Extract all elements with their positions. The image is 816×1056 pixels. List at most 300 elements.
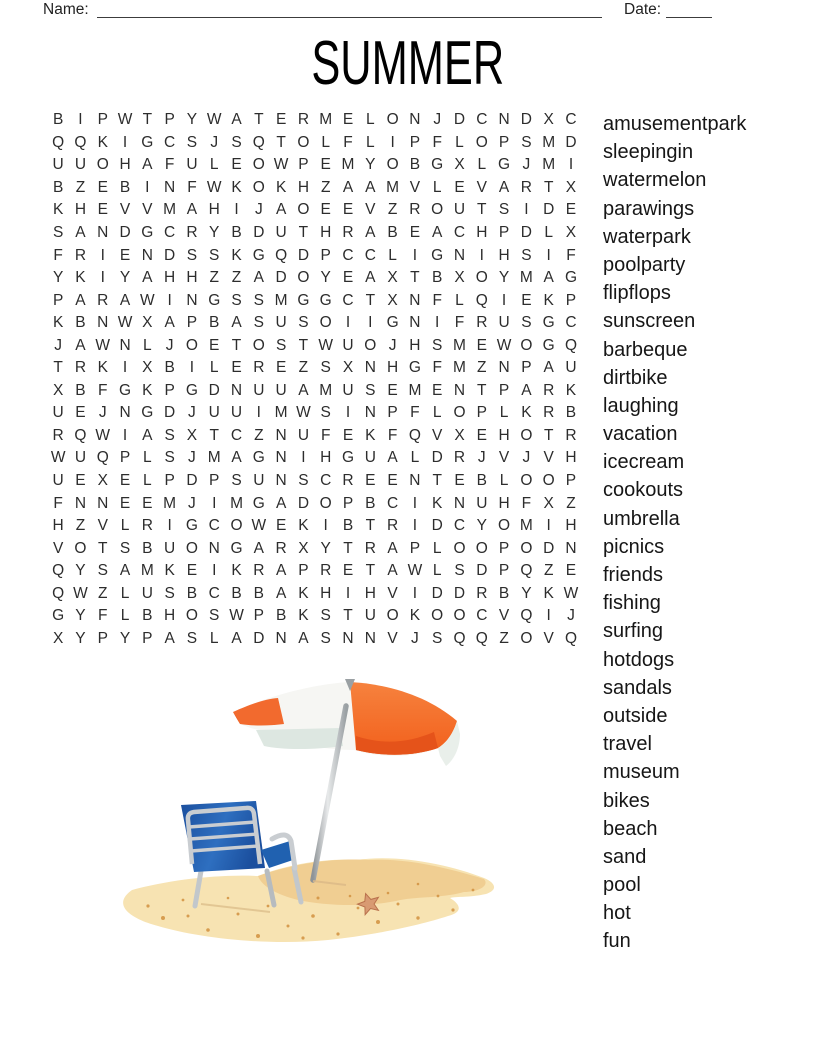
grid-letter: I: [256, 404, 261, 422]
grid-letter: P: [142, 629, 153, 647]
grid-letter: D: [431, 584, 443, 602]
grid-letter: W: [318, 336, 334, 354]
grid-letter: H: [164, 607, 176, 625]
grid-letter: P: [253, 607, 264, 625]
grid-letter: D: [520, 111, 532, 129]
grid-letter: P: [119, 449, 131, 467]
grid-letter: E: [209, 336, 220, 354]
grid-letter: Q: [564, 336, 577, 354]
grid-letter: R: [320, 562, 332, 580]
grid-letter: H: [476, 224, 488, 241]
grid-letter: P: [498, 539, 510, 557]
name-underline: [97, 2, 602, 18]
grid-letter: C: [453, 517, 466, 535]
grid-letter: T: [254, 111, 264, 129]
grid-letter: Y: [320, 269, 331, 287]
grid-letter: N: [409, 291, 421, 309]
grid-letter: X: [543, 494, 554, 512]
grid-letter: S: [298, 472, 309, 490]
grid-letter: C: [476, 111, 488, 129]
grid-letter: O: [252, 178, 265, 196]
grid-letter: A: [275, 201, 287, 219]
grid-letter: S: [521, 133, 532, 151]
word-list-item: fishing: [603, 592, 661, 615]
grid-letter: X: [298, 539, 309, 557]
grid-letter: R: [453, 449, 466, 467]
grid-letter: S: [164, 584, 175, 602]
grid-letter: D: [520, 224, 532, 241]
grid-letter: L: [120, 517, 130, 535]
word-list-item: sleepingin: [603, 141, 694, 164]
grid-letter: E: [454, 472, 465, 490]
grid-letter: K: [75, 269, 86, 287]
grid-letter: W: [496, 336, 512, 354]
grid-letter: V: [498, 607, 510, 625]
grid-letter: O: [520, 426, 533, 444]
grid-letter: G: [564, 269, 577, 287]
word-list-item: watermelon: [603, 169, 707, 192]
word-list-item: sandals: [603, 676, 672, 699]
grid-letter: C: [230, 426, 243, 444]
grid-letter: K: [275, 178, 287, 196]
grid-letter: G: [297, 291, 310, 309]
grid-letter: A: [142, 156, 153, 174]
grid-letter: Q: [74, 426, 87, 444]
grid-letter: G: [542, 314, 555, 332]
grid-letter: R: [253, 359, 265, 377]
grid-letter: X: [565, 178, 577, 196]
grid-letter: K: [97, 133, 108, 151]
grid-letter: F: [53, 246, 63, 264]
grid-letter: U: [186, 156, 198, 174]
grid-letter: M: [163, 201, 177, 219]
grid-letter: M: [408, 381, 422, 399]
grid-letter: Q: [252, 133, 265, 151]
grid-letter: K: [142, 381, 153, 399]
grid-letter: M: [542, 133, 556, 151]
grid-letter: Y: [119, 269, 131, 287]
grid-letter: I: [345, 584, 351, 602]
grid-letter: N: [230, 381, 243, 399]
grid-letter: S: [253, 291, 264, 309]
word-list-item: hotdogs: [603, 648, 675, 671]
grid-letter: W: [73, 584, 88, 602]
grid-letter: I: [412, 494, 418, 512]
grid-letter: L: [120, 607, 130, 625]
grid-letter: G: [230, 539, 243, 557]
grid-letter: V: [119, 201, 131, 219]
grid-letter: A: [387, 449, 398, 467]
grid-letter: T: [477, 201, 487, 219]
grid-letter: H: [74, 201, 87, 219]
grid-letter: I: [145, 178, 150, 196]
grid-letter: N: [74, 494, 87, 512]
grid-letter: O: [453, 607, 466, 625]
grid-letter: V: [387, 584, 398, 602]
grid-letter: Y: [186, 111, 198, 129]
grid-letter: M: [140, 562, 154, 580]
grid-letter: I: [167, 291, 172, 309]
grid-letter: I: [435, 314, 440, 332]
grid-letter: W: [206, 111, 222, 129]
grid-letter: E: [231, 359, 242, 377]
grid-letter: N: [498, 359, 510, 377]
grid-letter: C: [476, 607, 488, 625]
grid-letter: A: [365, 224, 376, 241]
grid-letter: N: [453, 381, 466, 399]
grid-letter: R: [364, 539, 376, 557]
grid-letter: R: [543, 404, 555, 422]
grid-letter: R: [141, 517, 153, 535]
grid-letter: O: [520, 472, 533, 490]
grid-letter: U: [498, 314, 510, 332]
grid-letter: X: [454, 426, 465, 444]
grid-letter: Z: [499, 629, 509, 647]
grid-letter: F: [343, 133, 353, 151]
grid-letter: Q: [96, 449, 109, 467]
grid-letter: S: [164, 449, 175, 467]
grid-letter: E: [75, 472, 86, 490]
grid-letter: N: [565, 539, 577, 557]
grid-letter: P: [164, 472, 175, 490]
grid-letter: I: [546, 246, 551, 264]
puzzle-grid: [47, 109, 582, 650]
grid-letter: O: [475, 133, 488, 151]
word-list-item: friends: [603, 564, 664, 586]
grid-letter: C: [342, 291, 354, 309]
grid-letter: W: [50, 449, 66, 467]
grid-letter: G: [185, 517, 198, 535]
grid-letter: Y: [476, 517, 487, 535]
grid-letter: D: [453, 584, 466, 602]
grid-letter: B: [365, 494, 376, 512]
grid-letter: K: [164, 562, 175, 580]
grid-letter: S: [253, 314, 264, 332]
grid-letter: X: [52, 381, 64, 399]
grid-letter: Z: [231, 269, 242, 287]
grid-letter: X: [565, 224, 577, 241]
grid-letter: G: [542, 336, 555, 354]
grid-letter: I: [412, 517, 418, 535]
grid-letter: T: [543, 178, 554, 196]
grid-letter: S: [320, 629, 331, 647]
grid-letter: O: [520, 629, 533, 647]
grid-letter: I: [100, 269, 105, 287]
grid-letter: W: [140, 291, 155, 309]
grid-letter: I: [212, 494, 217, 512]
grid-letter: N: [453, 494, 466, 512]
grid-letter: I: [479, 246, 484, 264]
grid-letter: D: [431, 449, 443, 467]
word-list-item: icecream: [603, 451, 685, 474]
grid-letter: D: [476, 562, 488, 580]
name-label: Name:: [43, 1, 89, 18]
grid-letter: A: [164, 629, 175, 647]
grid-letter: J: [98, 404, 107, 422]
word-list-item: laughing: [603, 394, 679, 417]
grid-letter: T: [53, 359, 63, 377]
grid-letter: D: [253, 629, 265, 647]
grid-letter: Q: [453, 629, 466, 647]
grid-letter: M: [453, 359, 466, 377]
word-list-item: bikes: [603, 789, 650, 812]
grid-letter: U: [52, 472, 64, 490]
grid-letter: O: [520, 539, 533, 557]
grid-letter: T: [343, 539, 353, 557]
grid-letter: I: [167, 517, 172, 535]
word-list-item: dirtbike: [603, 366, 668, 389]
grid-letter: U: [253, 472, 265, 490]
grid-letter: G: [119, 381, 132, 399]
grid-letter: K: [97, 359, 108, 377]
grid-letter: H: [52, 517, 64, 535]
grid-letter: W: [95, 336, 111, 354]
grid-letter: F: [432, 291, 442, 309]
grid-letter: O: [431, 201, 444, 219]
grid-letter: R: [275, 539, 287, 557]
grid-letter: A: [231, 111, 242, 129]
grid-letter: A: [253, 539, 264, 557]
word-list-item: museum: [603, 761, 680, 784]
grid-letter: E: [97, 178, 108, 196]
grid-letter: U: [342, 381, 354, 399]
grid-letter: O: [542, 472, 555, 490]
grid-letter: U: [230, 404, 243, 422]
grid-letter: G: [252, 494, 265, 512]
grid-letter: X: [543, 111, 554, 129]
grid-letter: X: [454, 269, 465, 287]
word-list-item: outside: [603, 704, 668, 727]
grid-letter: R: [342, 224, 354, 241]
grid-letter: Z: [254, 426, 264, 444]
grid-letter: A: [119, 291, 131, 309]
grid-letter: E: [565, 562, 577, 580]
grid-letter: A: [387, 562, 398, 580]
grid-letter: H: [297, 178, 310, 196]
grid-letter: N: [409, 314, 421, 332]
grid-letter: A: [365, 269, 376, 287]
grid-letter: U: [364, 449, 376, 467]
grid-letter: L: [388, 246, 397, 264]
grid-letter: I: [323, 517, 328, 535]
grid-letter: L: [365, 133, 375, 151]
grid-letter: O: [453, 539, 466, 557]
grid-letter: E: [387, 381, 398, 399]
grid-letter: S: [498, 201, 510, 219]
grid-letter: B: [409, 156, 421, 174]
grid-letter: J: [522, 449, 531, 467]
grid-letter: E: [275, 517, 287, 535]
grid-letter: I: [524, 201, 529, 219]
word-list-item: poolparty: [603, 253, 686, 276]
grid-letter: D: [208, 381, 220, 399]
grid-letter: K: [543, 584, 554, 602]
grid-letter: A: [543, 269, 554, 287]
grid-letter: J: [567, 607, 575, 625]
grid-letter: P: [298, 156, 309, 174]
grid-letter: H: [186, 269, 198, 287]
grid-letter: L: [143, 449, 152, 467]
grid-letter: A: [186, 201, 198, 219]
grid-letter: Z: [298, 359, 309, 377]
grid-letter: B: [387, 224, 398, 241]
grid-letter: A: [342, 178, 354, 196]
grid-letter: D: [164, 246, 176, 264]
grid-letter: Y: [209, 224, 220, 241]
grid-letter: M: [319, 381, 333, 399]
grid-letter: Y: [75, 607, 86, 625]
grid-letter: R: [97, 291, 109, 309]
grid-letter: J: [254, 201, 263, 219]
grid-letter: I: [122, 359, 128, 377]
grid-letter: Q: [475, 291, 488, 309]
word-list-item: pool: [603, 874, 641, 897]
grid-letter: N: [119, 336, 131, 354]
grid-letter: K: [231, 246, 242, 264]
grid-letter: D: [297, 246, 310, 264]
grid-letter: I: [412, 246, 418, 264]
grid-letter: J: [188, 449, 196, 467]
grid-letter: T: [477, 381, 487, 399]
grid-letter: E: [342, 201, 354, 219]
grid-letter: N: [275, 426, 287, 444]
grid-letter: G: [431, 246, 444, 264]
grid-letter: Z: [543, 562, 554, 580]
grid-letter: N: [409, 472, 421, 490]
grid-letter: X: [387, 291, 398, 309]
grid-letter: P: [320, 246, 331, 264]
grid-letter: A: [498, 178, 510, 196]
grid-letter: G: [319, 291, 332, 309]
grid-letter: B: [253, 584, 264, 602]
grid-letter: K: [565, 381, 577, 399]
grid-letter: A: [387, 539, 398, 557]
grid-letter: D: [565, 133, 577, 151]
grid-letter: R: [520, 178, 532, 196]
grid-letter: Q: [520, 562, 533, 580]
grid-letter: A: [142, 426, 153, 444]
grid-letter: K: [298, 607, 309, 625]
grid-letter: N: [275, 449, 287, 467]
grid-letter: F: [432, 133, 442, 151]
word-list-item: flipflops: [603, 282, 671, 305]
grid-letter: A: [119, 562, 131, 580]
grid-letter: E: [119, 494, 131, 512]
grid-letter: E: [97, 201, 108, 219]
grid-letter: I: [100, 246, 105, 264]
grid-letter: E: [454, 178, 465, 196]
grid-letter: Z: [320, 178, 331, 196]
grid-letter: R: [387, 517, 399, 535]
grid-letter: U: [275, 314, 287, 332]
grid-letter: N: [342, 629, 354, 647]
grid-letter: I: [345, 314, 351, 332]
grid-letter: M: [341, 156, 355, 174]
grid-letter: E: [320, 201, 331, 219]
grid-letter: B: [119, 178, 131, 196]
grid-letter: D: [275, 269, 287, 287]
grid-letter: U: [453, 201, 466, 219]
grid-letter: P: [298, 562, 309, 580]
word-list-item: beach: [603, 817, 658, 840]
grid-letter: M: [386, 178, 400, 196]
grid-letter: V: [52, 539, 64, 557]
grid-letter: U: [74, 449, 87, 467]
grid-letter: N: [141, 246, 153, 264]
grid-letter: E: [565, 201, 577, 219]
grid-letter: P: [387, 404, 398, 422]
grid-letter: H: [387, 359, 399, 377]
grid-letter: U: [275, 224, 287, 241]
grid-letter: O: [386, 607, 399, 625]
grid-letter: O: [453, 404, 466, 422]
grid-letter: T: [209, 426, 219, 444]
grid-letter: G: [141, 224, 154, 241]
grid-letter: E: [409, 224, 421, 241]
grid-letter: U: [208, 404, 220, 422]
grid-letter: C: [565, 111, 577, 129]
grid-letter: P: [97, 629, 108, 647]
word-list-item: parawings: [603, 197, 695, 220]
grid-letter: F: [521, 494, 532, 512]
grid-letter: T: [142, 111, 153, 129]
grid-letter: B: [142, 607, 153, 625]
grid-letter: K: [298, 517, 309, 535]
grid-letter: I: [546, 607, 551, 625]
grid-letter: N: [364, 359, 376, 377]
grid-letter: W: [117, 111, 133, 129]
grid-letter: A: [75, 224, 86, 241]
grid-letter: N: [164, 178, 176, 196]
grid-letter: E: [342, 269, 354, 287]
word-list-item: surfing: [603, 620, 664, 643]
grid-letter: U: [141, 584, 153, 602]
grid-letter: Y: [75, 629, 86, 647]
grid-letter: G: [52, 607, 65, 625]
grid-letter: P: [498, 562, 510, 580]
grid-letter: F: [566, 246, 576, 264]
grid-letter: O: [386, 111, 399, 129]
grid-letter: F: [164, 156, 175, 174]
grid-letter: M: [519, 517, 533, 535]
date-underline: [666, 2, 712, 18]
grid-letter: S: [231, 472, 242, 490]
grid-letter: F: [387, 426, 398, 444]
grid-letter: Y: [365, 156, 376, 174]
word-list-item: umbrella: [603, 507, 680, 530]
grid-letter: T: [298, 336, 309, 354]
grid-letter: T: [276, 133, 286, 151]
grid-letter: P: [498, 133, 510, 151]
grid-letter: B: [498, 584, 510, 602]
grid-letter: X: [142, 359, 153, 377]
grid-letter: P: [409, 539, 421, 557]
word-list-item: fun: [603, 930, 631, 953]
grid-letter: O: [364, 336, 377, 354]
grid-letter: Z: [387, 201, 398, 219]
grid-letter: A: [521, 381, 532, 399]
grid-letter: R: [565, 426, 577, 444]
grid-letter: N: [275, 472, 287, 490]
grid-letter: S: [521, 246, 532, 264]
grid-letter: R: [297, 111, 310, 129]
grid-letter: L: [143, 472, 152, 490]
grid-letter: W: [95, 426, 111, 444]
grid-letter: F: [432, 359, 442, 377]
grid-letter: S: [186, 246, 198, 264]
grid-letter: O: [319, 494, 332, 512]
grid-letter: J: [433, 111, 442, 129]
